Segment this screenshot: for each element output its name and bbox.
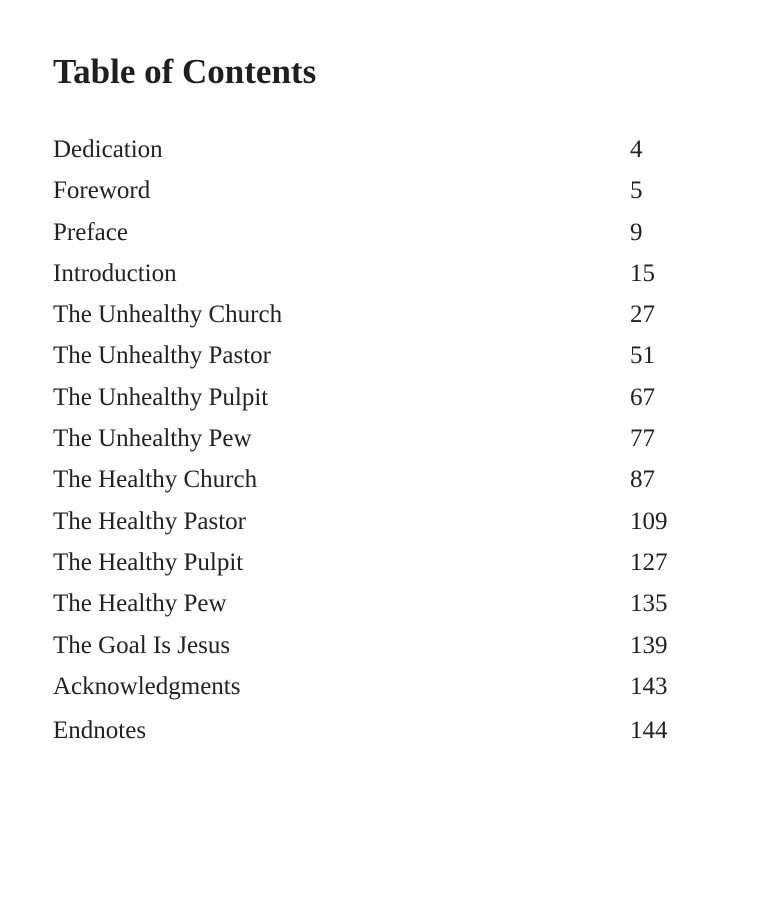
- toc-entry-label: The Healthy Pulpit: [53, 548, 244, 576]
- toc-entry-page: 139: [630, 631, 668, 659]
- toc-entry-page: 77: [630, 425, 655, 453]
- toc-entry[interactable]: [53, 255, 713, 296]
- toc-entry-page: 15: [630, 259, 655, 287]
- toc-entry-page: 9: [630, 218, 643, 246]
- toc-entry-page: 27: [630, 301, 655, 329]
- toc-entry-page: 87: [630, 466, 655, 494]
- toc-entry-page: 135: [630, 590, 668, 618]
- toc-entry[interactable]: [53, 709, 713, 753]
- toc-list: [53, 131, 713, 753]
- toc-entry-label: Foreword: [53, 177, 151, 205]
- toc-entry[interactable]: [53, 585, 713, 626]
- toc-entry-label: The Healthy Church: [53, 466, 258, 494]
- toc-entry[interactable]: [53, 668, 713, 709]
- toc-entry-page: 109: [630, 507, 668, 535]
- toc-entry-label: Introduction: [53, 259, 177, 287]
- page-title: Table of Contents: [53, 52, 317, 91]
- toc-entry-label: Acknowledgments: [53, 672, 241, 700]
- toc-entry[interactable]: [53, 627, 713, 668]
- toc-entry[interactable]: [53, 172, 713, 213]
- toc-entry-page: 67: [630, 383, 655, 411]
- toc-entry-page: 51: [630, 342, 655, 370]
- toc-entry-page: 5: [630, 177, 643, 205]
- toc-entry[interactable]: [53, 544, 713, 585]
- toc-entry[interactable]: [53, 337, 713, 378]
- toc-entry-label: Dedication: [53, 136, 163, 163]
- toc-entry[interactable]: [53, 461, 713, 502]
- toc-entry-label: The Goal Is Jesus: [53, 631, 231, 659]
- toc-entry[interactable]: [53, 379, 713, 420]
- toc-entry[interactable]: [53, 131, 713, 172]
- toc-entry-label: The Unhealthy Pastor: [53, 342, 272, 370]
- toc-entry[interactable]: [53, 503, 713, 544]
- toc-entry-page: 127: [630, 548, 668, 576]
- toc-entry-label: The Unhealthy Pulpit: [53, 383, 269, 411]
- toc-entry-label: Endnotes: [53, 717, 147, 745]
- toc-entry[interactable]: [53, 214, 713, 255]
- toc-entry-label: The Unhealthy Pew: [53, 425, 252, 453]
- toc-entry[interactable]: [53, 296, 713, 337]
- toc-entry[interactable]: [53, 420, 713, 461]
- toc-entry-label: Preface: [53, 218, 128, 246]
- toc-entry-label: The Healthy Pastor: [53, 507, 247, 535]
- toc-entry-page: 4: [630, 136, 643, 163]
- toc-entry-label: The Healthy Pew: [53, 590, 227, 618]
- toc-entry-page: 144: [630, 717, 668, 745]
- toc-entry-page: 143: [630, 672, 668, 700]
- toc-entry-label: The Unhealthy Church: [53, 301, 283, 329]
